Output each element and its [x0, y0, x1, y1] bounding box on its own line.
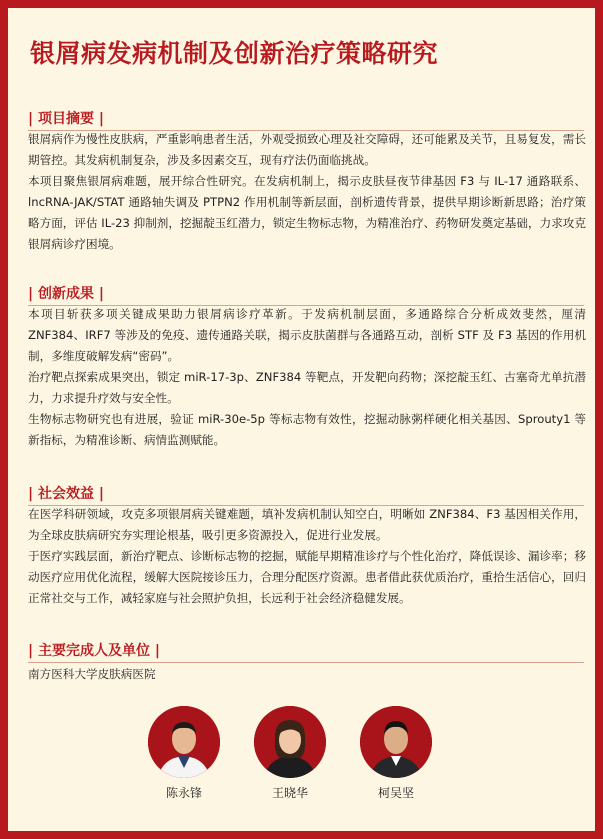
avatar [148, 706, 220, 778]
section-heading-abstract: | 项目摘要 | [28, 111, 104, 127]
person-name: 王晓华 [271, 786, 308, 800]
person-portrait-icon [254, 706, 326, 778]
poster [8, 8, 595, 831]
page-title: 银屑病发病机制及创新治疗策略研究 [30, 39, 439, 68]
social-paragraph-1: 在医学科研领域，攻克多项银屑病关键难题，填补发病机制认知空白，明晰如 ZNF384、F3 基因相关作用，为全球皮肤病研究夯实理论根基，吸引更多资源投入，促进行业发展。 [28, 507, 586, 542]
person-name: 陈永锋 [165, 786, 202, 800]
innovation-paragraph-3: 生物标志物研究也有进展，验证 miR-30e-5p 等标志物有效性，挖掘动脉粥样硬化相关基因、Sprouty1 等新指标，为精准诊断、病情监测赋能。 [28, 412, 586, 447]
social-paragraph-2: 于医疗实践层面，新治疗靶点、诊断标志物的挖掘，赋能早期精准诊疗与个性化治疗，降低误诊、漏诊率；移动医疗应用优化流程，缓解大医院接诊压力，合理分配医疗资源。患者借此获优质治疗，重拾生活信心，回归正常社交与工作，减轻家庭与社会照护负担，长远利于社会经济稳健发展。 [28, 549, 586, 605]
section-heading-social: | 社会效益 | [28, 486, 104, 502]
person-portrait-icon [360, 706, 432, 778]
section-heading-team: | 主要完成人及单位 | [28, 643, 160, 659]
avatar [360, 706, 432, 778]
person-name: 柯吴坚 [377, 786, 414, 800]
avatar [254, 706, 326, 778]
innovation-paragraph-2: 治疗靶点探索成果突出，锁定 miR-17-3p、ZNF384 等靶点，开发靶向药物；深挖靛玉红、古塞奇尤单抗潜力，力求提升疗效与安全性。 [28, 370, 586, 405]
innovation-paragraph-1: 本项目斩获多项关键成果助力银屑病诊疗革新。于发病机制层面，多通路综合分析成效斐然，厘清 ZNF384、IRF7 等涉及的免疫、遗传通路关联，揭示皮肤菌群与各通路互动，剖析 STF 及 F3 基因的作用机制，多维度破解发病“密码”。 [28, 307, 586, 363]
abstract-paragraph-1: 银屑病作为慢性皮肤病，严重影响患者生活，外观受损致心理及社交障碍，还可能累及关节，且易复发，需长期管控。其发病机制复杂，涉及多因素交互，现有疗法仍面临挑战。 [28, 132, 586, 167]
person-portrait-icon [148, 706, 220, 778]
section-heading-innovation: | 创新成果 | [28, 286, 104, 302]
abstract-paragraph-2: 本项目聚焦银屑病难题，展开综合性研究。在发病机制上，揭示皮肤昼夜节律基因 F3 与 IL-17 通路联系、lncRNA-JAK/STAT 通路轴失调及 PTPN2 作用机制等新层面，剖析遗传背景，提供早期诊断新思路；治疗策略方面，评估 IL-23 抑制剂，挖掘靛玉红潜力，锁定生物标志物，为精准治疗、药物研发奠定基础，力求攻克银屑病诊疗困境。 [28, 174, 586, 251]
organization-name: 南方医科大学皮肤病医院 [28, 667, 156, 681]
section-divider [28, 662, 584, 663]
